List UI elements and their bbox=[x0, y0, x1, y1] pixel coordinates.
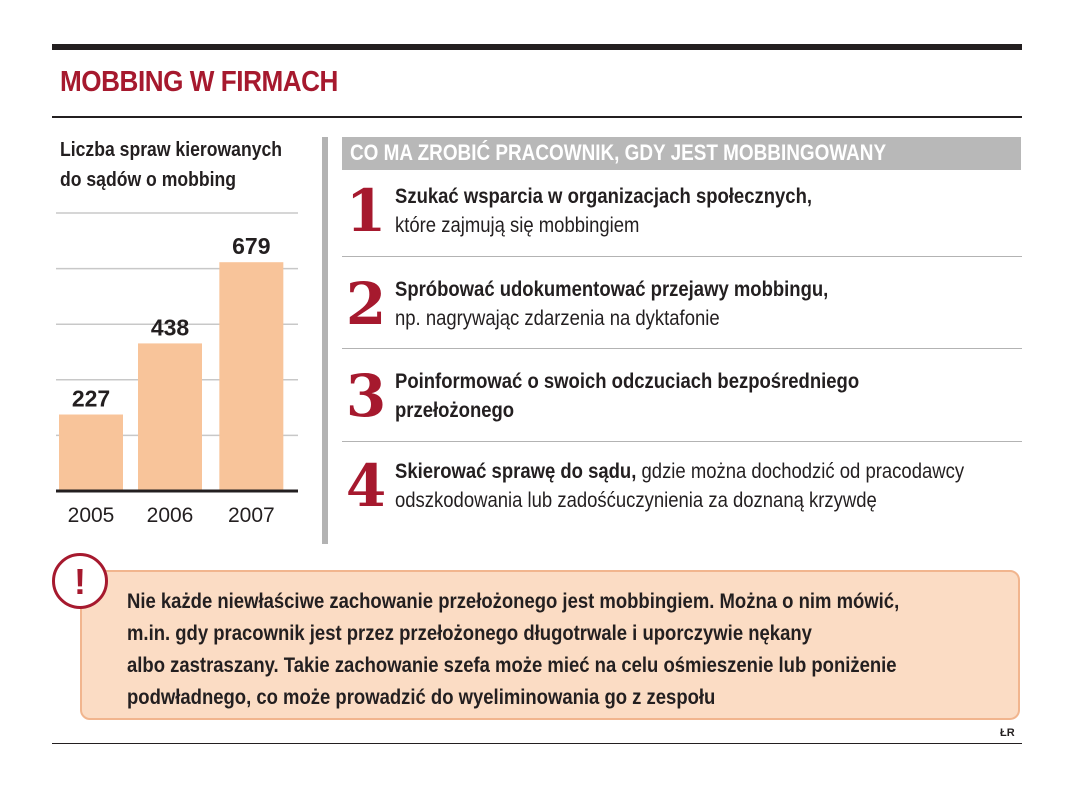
note-line: m.in. gdy pracownik jest przez przełożonego długotrwale i uporczywie nękany bbox=[127, 622, 812, 645]
note-box bbox=[80, 570, 1020, 720]
chart-title: Liczba spraw kierowanych do sądów o mobbing bbox=[60, 139, 283, 191]
step-rest-text: gdzie można dochodzić od pracodawcy odszkodowania lub zadośćuczynienia za doznaną krzywdę bbox=[395, 460, 965, 512]
step-number: 2 bbox=[345, 270, 387, 338]
vertical-divider bbox=[322, 137, 328, 544]
data-label-2007: 679 bbox=[232, 233, 271, 260]
panel-header bbox=[342, 137, 1021, 170]
bottom-rule bbox=[52, 743, 1022, 744]
page-title: MOBBING W FIRMACH bbox=[60, 66, 338, 98]
step-text bbox=[395, 275, 993, 333]
step-number: 3 bbox=[345, 362, 387, 430]
credit: ŁR bbox=[1000, 727, 1015, 739]
exclamation-icon bbox=[52, 553, 108, 609]
note-text bbox=[127, 586, 989, 714]
exclamation-symbol: ! bbox=[74, 561, 86, 602]
separator bbox=[342, 256, 1022, 257]
data-label-2006: 438 bbox=[150, 314, 190, 341]
data-label-2005: 227 bbox=[71, 385, 111, 412]
separator bbox=[342, 348, 1022, 349]
bar-2007 bbox=[219, 262, 283, 491]
bar-chart bbox=[56, 210, 300, 530]
x-tick-label-2007: 2007 bbox=[227, 504, 275, 527]
x-tick-label-2006: 2006 bbox=[146, 504, 194, 527]
step-bold-text: Spróbować udokumentować przejawy mobbingu, bbox=[395, 278, 829, 301]
note-line: albo zastraszany. Takie zachowanie szefa może mieć na celu ośmieszenie lub poniżenie bbox=[127, 654, 897, 677]
step-text bbox=[395, 367, 923, 425]
separator bbox=[342, 441, 1022, 442]
step-text bbox=[395, 457, 1002, 515]
step-rest-text: które zajmują się mobbingiem bbox=[395, 214, 640, 237]
step-bold-text: Szukać wsparcia w organizacjach społecznych, bbox=[395, 185, 812, 208]
bar-2006 bbox=[138, 343, 202, 491]
note-line: podwładnego, co może prowadzić do wyeliminowania go z zespołu bbox=[127, 686, 716, 709]
step-text bbox=[395, 182, 993, 240]
title-rule bbox=[52, 116, 1022, 118]
step-number: 1 bbox=[345, 177, 387, 245]
top-rule bbox=[52, 44, 1022, 50]
step-rest-text: np. nagrywając zdarzenia na dyktafonie bbox=[395, 307, 720, 330]
step-bold-text: Skierować sprawę do sądu, bbox=[395, 460, 637, 483]
x-tick-label-2005: 2005 bbox=[67, 504, 115, 527]
note-line: Nie każde niewłaściwe zachowanie przełożonego jest mobbingiem. Można o nim mówić, bbox=[127, 590, 900, 613]
panel-header-text: CO MA ZROBIĆ PRACOWNIK, GDY JEST MOBBINGOWANY bbox=[350, 140, 887, 165]
step-number: 4 bbox=[345, 452, 387, 520]
bar-2005 bbox=[59, 415, 123, 491]
step-bold-text: Poinformować o swoich odczuciach bezpośredniego przełożonego bbox=[395, 370, 860, 422]
